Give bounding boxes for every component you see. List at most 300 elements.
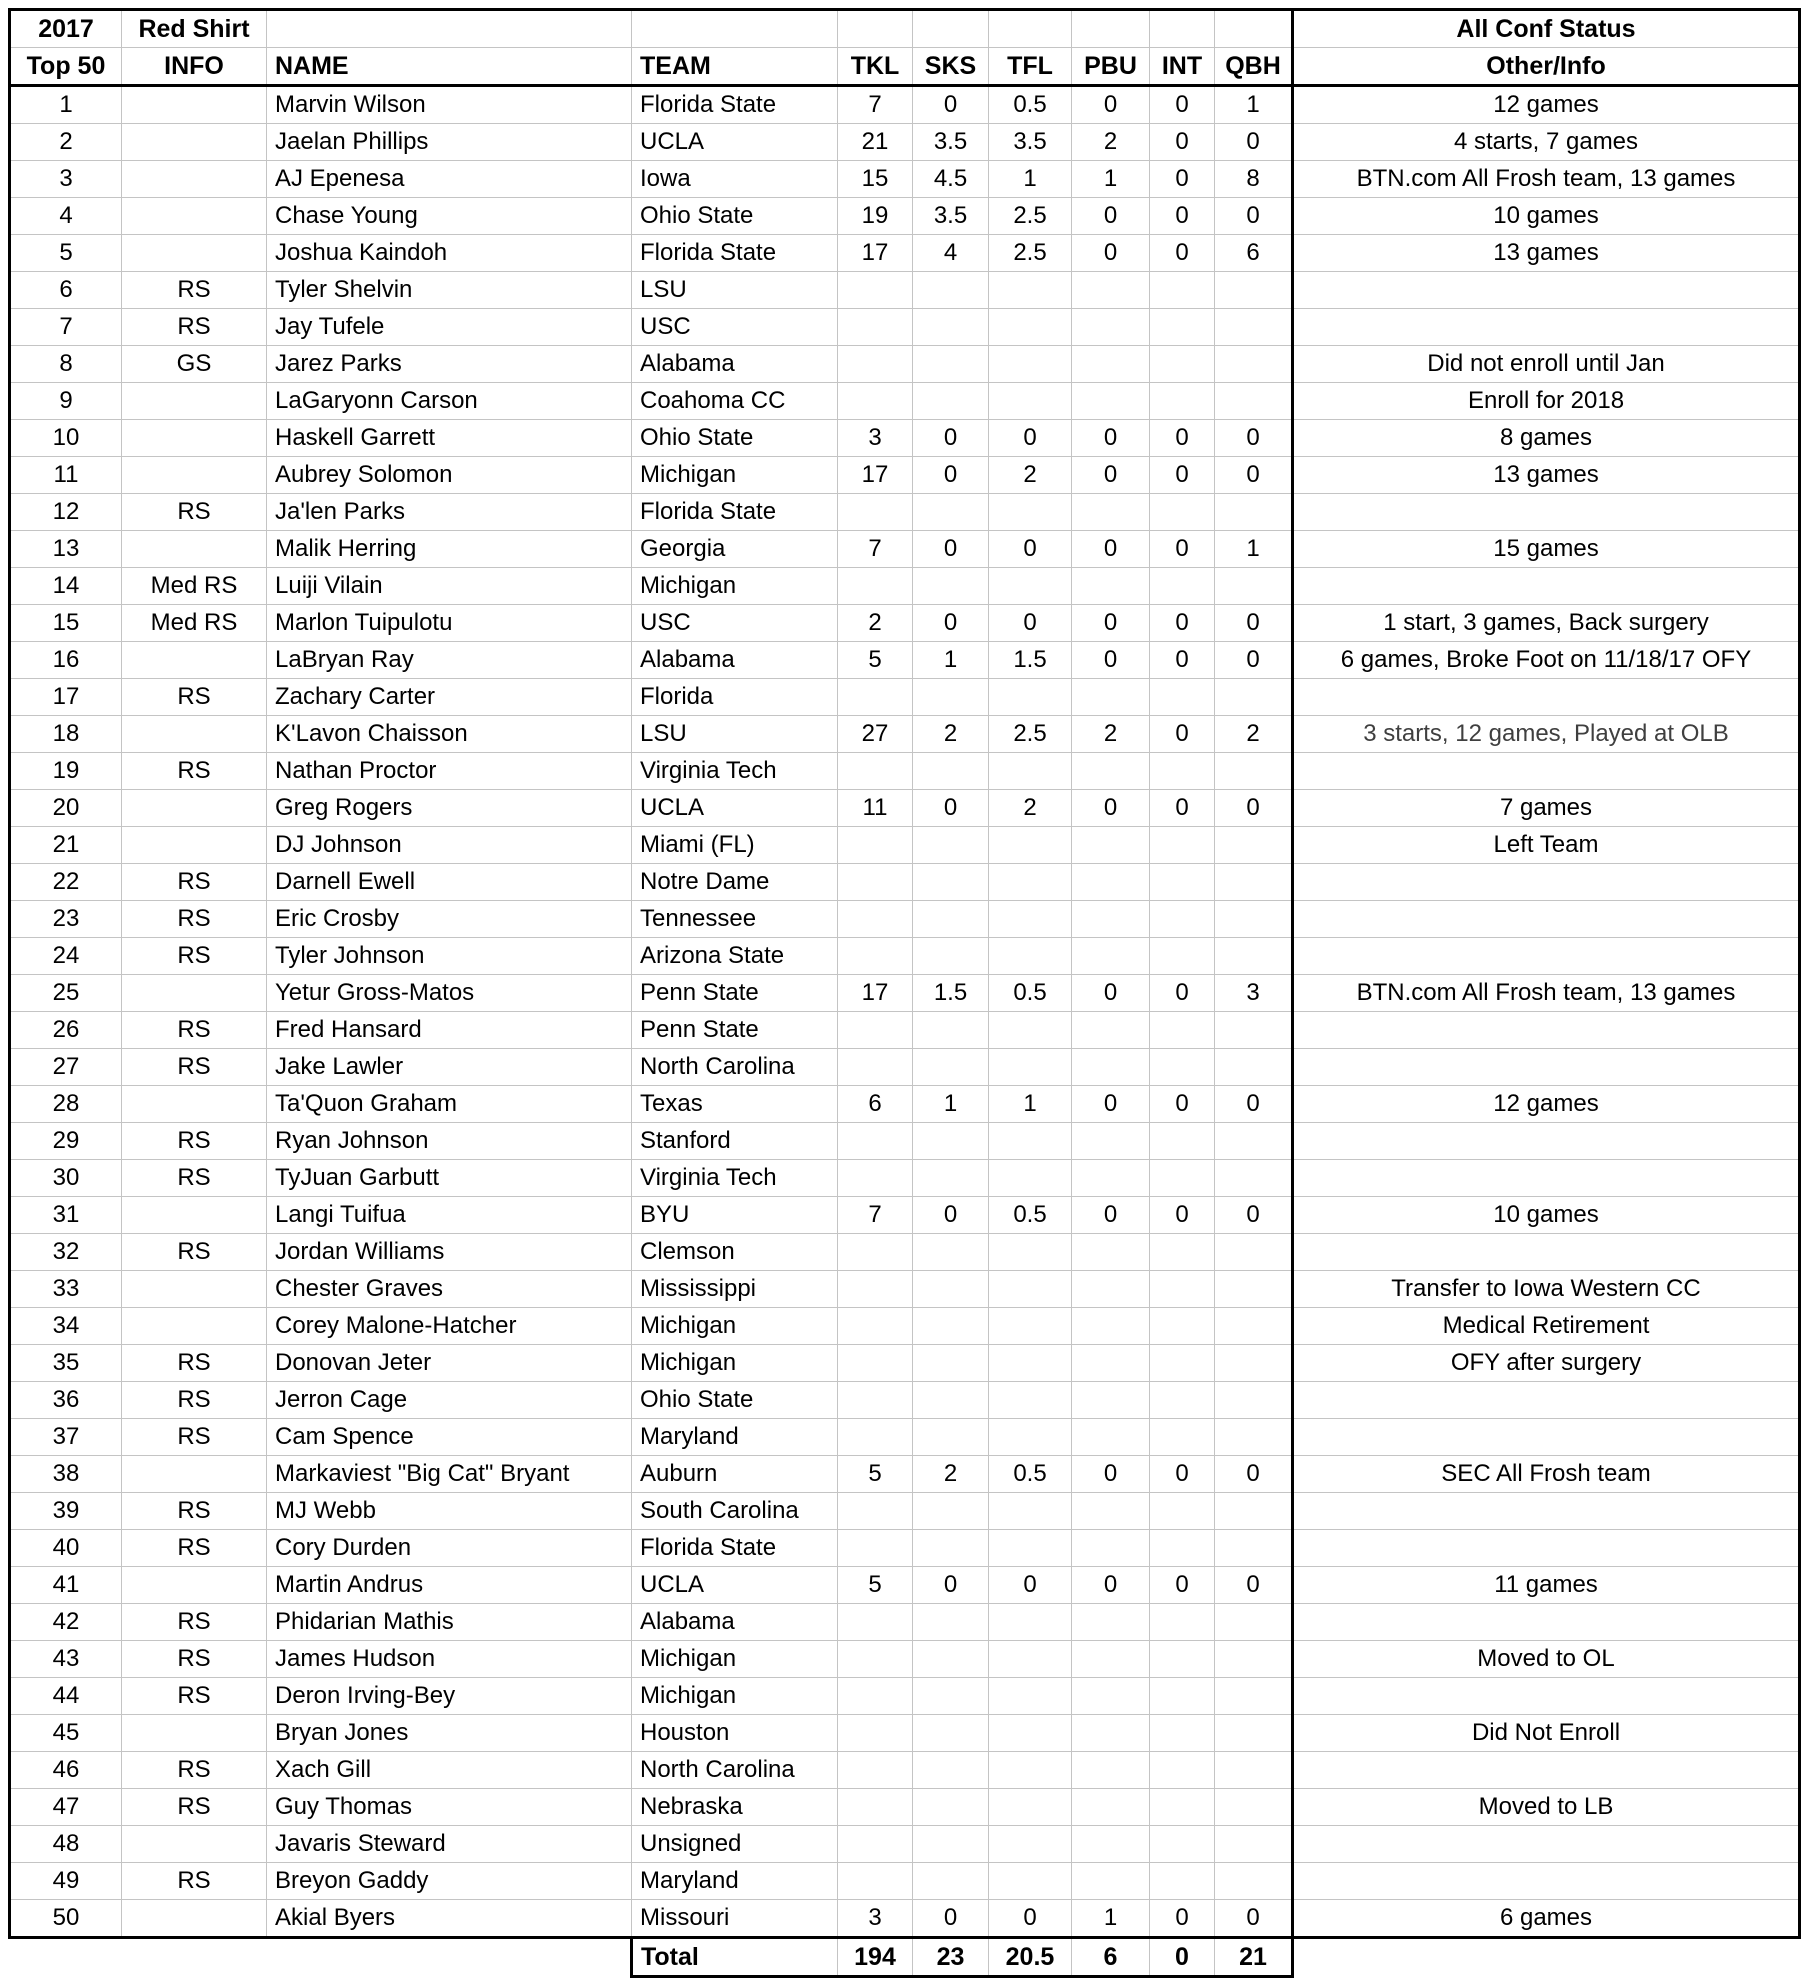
stat-cell-pbu [1072, 1863, 1150, 1900]
info-cell: 8 games [1293, 420, 1800, 457]
stat-cell-tfl: 0 [989, 420, 1072, 457]
name-cell: Tyler Shelvin [267, 272, 632, 309]
stat-cell-tfl [989, 1123, 1072, 1160]
stat-cell-pbu [1072, 1493, 1150, 1530]
stat-cell-qbh [1215, 753, 1293, 790]
table-row [10, 1456, 1800, 1493]
table-row [10, 1530, 1800, 1567]
redshirt-cell: RS [122, 1863, 267, 1900]
total-qbh-cell: 21 [1215, 1938, 1293, 1977]
rank-cell: 14 [10, 568, 122, 605]
name-cell: Eric Crosby [267, 901, 632, 938]
table-row [10, 1271, 1800, 1308]
stat-cell-int: 0 [1150, 457, 1215, 494]
header-year-cell: 2017 [10, 10, 122, 48]
rank-cell: 34 [10, 1308, 122, 1345]
team-cell: USC [632, 309, 838, 346]
stat-cell-int [1150, 1345, 1215, 1382]
table-row [10, 1049, 1800, 1086]
team-cell: Alabama [632, 346, 838, 383]
info-cell [1293, 309, 1800, 346]
header-blank-stat-cell [838, 10, 913, 48]
stat-cell-pbu [1072, 568, 1150, 605]
stat-cell-int [1150, 1493, 1215, 1530]
info-cell: Did not enroll until Jan [1293, 346, 1800, 383]
team-cell: Virginia Tech [632, 753, 838, 790]
info-cell: Moved to OL [1293, 1641, 1800, 1678]
redshirt-cell [122, 420, 267, 457]
name-cell: Martin Andrus [267, 1567, 632, 1604]
rank-cell: 9 [10, 383, 122, 420]
redshirt-cell: RS [122, 309, 267, 346]
name-cell: LaGaryonn Carson [267, 383, 632, 420]
stat-cell-pbu: 1 [1072, 1900, 1150, 1938]
table-row [10, 309, 1800, 346]
stat-cell-tfl [989, 1345, 1072, 1382]
header-blank-stat-cell [913, 10, 989, 48]
info-cell: 4 starts, 7 games [1293, 124, 1800, 161]
team-cell: LSU [632, 716, 838, 753]
stat-cell-sks [913, 1678, 989, 1715]
rank-cell: 33 [10, 1271, 122, 1308]
rank-cell: 39 [10, 1493, 122, 1530]
stat-cell-pbu: 0 [1072, 235, 1150, 272]
table-row [10, 1419, 1800, 1456]
stat-cell-int: 0 [1150, 790, 1215, 827]
info-cell [1293, 1160, 1800, 1197]
table-row [10, 457, 1800, 494]
name-cell: Jordan Williams [267, 1234, 632, 1271]
stat-cell-tkl [838, 1826, 913, 1863]
rank-cell: 16 [10, 642, 122, 679]
stat-cell-pbu [1072, 1308, 1150, 1345]
stat-cell-tkl [838, 1308, 913, 1345]
rank-cell: 46 [10, 1752, 122, 1789]
stat-cell-tkl [838, 1715, 913, 1752]
stat-cell-tfl: 1 [989, 161, 1072, 198]
stat-cell-tfl: 3.5 [989, 124, 1072, 161]
table-row [10, 124, 1800, 161]
team-cell: Ohio State [632, 1382, 838, 1419]
team-cell: Georgia [632, 531, 838, 568]
table-row [10, 235, 1800, 272]
stat-cell-pbu [1072, 1678, 1150, 1715]
redshirt-cell: Med RS [122, 605, 267, 642]
info-cell [1293, 753, 1800, 790]
stat-cell-qbh [1215, 1012, 1293, 1049]
stat-cell-qbh: 0 [1215, 420, 1293, 457]
stat-cell-sks: 2 [913, 1456, 989, 1493]
stat-cell-tkl: 5 [838, 1456, 913, 1493]
team-cell: Maryland [632, 1419, 838, 1456]
stat-cell-sks: 0 [913, 605, 989, 642]
table-row [10, 1641, 1800, 1678]
stat-cell-tfl [989, 1419, 1072, 1456]
stat-cell-pbu [1072, 1530, 1150, 1567]
team-cell: Florida State [632, 235, 838, 272]
redshirt-cell [122, 642, 267, 679]
stat-cell-tfl: 0 [989, 531, 1072, 568]
redshirt-cell: RS [122, 1012, 267, 1049]
table-row [10, 1345, 1800, 1382]
header-stat-tkl-cell: TKL [838, 48, 913, 86]
rank-cell: 28 [10, 1086, 122, 1123]
team-cell: Unsigned [632, 1826, 838, 1863]
stat-cell-int [1150, 383, 1215, 420]
header-blank-stat-cell [1072, 10, 1150, 48]
stat-cell-pbu [1072, 494, 1150, 531]
stat-cell-qbh: 0 [1215, 605, 1293, 642]
team-cell: Stanford [632, 1123, 838, 1160]
info-cell [1293, 901, 1800, 938]
info-cell: 13 games [1293, 235, 1800, 272]
name-cell: Jay Tufele [267, 309, 632, 346]
redshirt-cell [122, 1086, 267, 1123]
stat-cell-int: 0 [1150, 124, 1215, 161]
stat-cell-tfl [989, 1715, 1072, 1752]
stat-cell-qbh [1215, 1345, 1293, 1382]
stat-cell-qbh [1215, 1234, 1293, 1271]
stat-cell-tfl: 1 [989, 1086, 1072, 1123]
name-cell: Chester Graves [267, 1271, 632, 1308]
stat-cell-int [1150, 1123, 1215, 1160]
stat-cell-qbh: 0 [1215, 1900, 1293, 1938]
info-cell [1293, 1530, 1800, 1567]
stat-cell-sks: 0 [913, 457, 989, 494]
team-cell: Iowa [632, 161, 838, 198]
table-row [10, 1900, 1800, 1938]
info-cell: OFY after surgery [1293, 1345, 1800, 1382]
team-cell: Alabama [632, 1604, 838, 1641]
team-cell: Florida State [632, 494, 838, 531]
table-body [10, 86, 1800, 1938]
header-top50-cell: Top 50 [10, 48, 122, 86]
redshirt-cell: RS [122, 1049, 267, 1086]
name-cell: Markaviest "Big Cat" Bryant [267, 1456, 632, 1493]
redshirt-cell: RS [122, 1604, 267, 1641]
rank-cell: 11 [10, 457, 122, 494]
table-row [10, 1789, 1800, 1826]
stat-cell-pbu: 0 [1072, 790, 1150, 827]
rank-cell: 32 [10, 1234, 122, 1271]
stat-cell-pbu [1072, 1382, 1150, 1419]
total-int-cell: 0 [1150, 1938, 1215, 1977]
stat-cell-qbh: 6 [1215, 235, 1293, 272]
table-row [10, 1012, 1800, 1049]
stat-cell-sks [913, 938, 989, 975]
stat-cell-tkl: 5 [838, 642, 913, 679]
team-cell: North Carolina [632, 1752, 838, 1789]
header-otherinfo-cell: Other/Info [1293, 48, 1800, 86]
team-cell: Michigan [632, 1678, 838, 1715]
stat-cell-tkl: 19 [838, 198, 913, 235]
info-cell: 7 games [1293, 790, 1800, 827]
table-row [10, 494, 1800, 531]
info-cell: Did Not Enroll [1293, 1715, 1800, 1752]
info-cell [1293, 1826, 1800, 1863]
stat-cell-int [1150, 1271, 1215, 1308]
stat-cell-sks [913, 272, 989, 309]
stat-cell-sks: 0 [913, 531, 989, 568]
stat-cell-int: 0 [1150, 975, 1215, 1012]
stat-cell-tfl: 1.5 [989, 642, 1072, 679]
stat-cell-int [1150, 679, 1215, 716]
redshirt-cell [122, 1271, 267, 1308]
info-cell: Moved to LB [1293, 1789, 1800, 1826]
header-team-cell: TEAM [632, 48, 838, 86]
stat-cell-qbh: 0 [1215, 1086, 1293, 1123]
redshirt-cell [122, 1826, 267, 1863]
team-cell: Michigan [632, 1308, 838, 1345]
stat-cell-sks: 4.5 [913, 161, 989, 198]
table-row [10, 568, 1800, 605]
stat-cell-pbu [1072, 1160, 1150, 1197]
redshirt-cell [122, 1567, 267, 1604]
stat-cell-qbh: 0 [1215, 1456, 1293, 1493]
table-row [10, 1567, 1800, 1604]
name-cell: Darnell Ewell [267, 864, 632, 901]
name-cell: Akial Byers [267, 1900, 632, 1938]
stat-cell-tfl: 2 [989, 457, 1072, 494]
redshirt-cell [122, 383, 267, 420]
redshirt-cell [122, 198, 267, 235]
stat-cell-tfl: 2.5 [989, 235, 1072, 272]
stat-cell-sks [913, 494, 989, 531]
stat-cell-tfl [989, 1641, 1072, 1678]
stat-cell-int: 0 [1150, 86, 1215, 124]
info-cell: 10 games [1293, 198, 1800, 235]
info-cell [1293, 494, 1800, 531]
table-row [10, 1234, 1800, 1271]
total-blank-cell [267, 1938, 632, 1977]
total-row [10, 1938, 1800, 1977]
redshirt-cell: Med RS [122, 568, 267, 605]
stat-cell-pbu [1072, 1012, 1150, 1049]
stat-cell-int [1150, 827, 1215, 864]
stat-cell-qbh: 0 [1215, 198, 1293, 235]
stat-cell-pbu [1072, 1271, 1150, 1308]
name-cell: Deron Irving-Bey [267, 1678, 632, 1715]
stat-cell-tfl [989, 1604, 1072, 1641]
stat-cell-qbh [1215, 383, 1293, 420]
stat-cell-int: 0 [1150, 420, 1215, 457]
header-name-cell: NAME [267, 48, 632, 86]
stat-cell-tfl [989, 864, 1072, 901]
stat-cell-qbh [1215, 1604, 1293, 1641]
table-row [10, 383, 1800, 420]
stat-cell-pbu [1072, 1234, 1150, 1271]
rank-cell: 41 [10, 1567, 122, 1604]
stat-cell-int [1150, 1678, 1215, 1715]
info-cell: 3 starts, 12 games, Played at OLB [1293, 716, 1800, 753]
team-cell: Mississippi [632, 1271, 838, 1308]
rank-cell: 37 [10, 1419, 122, 1456]
team-cell: Notre Dame [632, 864, 838, 901]
stat-cell-tkl [838, 827, 913, 864]
total-blank-cell [122, 1938, 267, 1977]
stat-cell-sks: 0 [913, 1900, 989, 1938]
stat-cell-int: 0 [1150, 716, 1215, 753]
stat-cell-pbu: 0 [1072, 1086, 1150, 1123]
name-cell: Ta'Quon Graham [267, 1086, 632, 1123]
rank-cell: 27 [10, 1049, 122, 1086]
rank-cell: 5 [10, 235, 122, 272]
stat-cell-sks [913, 1863, 989, 1900]
stat-cell-tfl [989, 346, 1072, 383]
stat-cell-pbu [1072, 938, 1150, 975]
stat-cell-qbh [1215, 1308, 1293, 1345]
redshirt-cell: RS [122, 1160, 267, 1197]
stat-cell-tfl [989, 383, 1072, 420]
stat-cell-int [1150, 1641, 1215, 1678]
header-info-cell: INFO [122, 48, 267, 86]
stat-cell-tkl: 3 [838, 420, 913, 457]
rank-cell: 45 [10, 1715, 122, 1752]
stat-cell-qbh [1215, 827, 1293, 864]
stat-cell-qbh [1215, 494, 1293, 531]
info-cell [1293, 1863, 1800, 1900]
stat-cell-sks: 4 [913, 235, 989, 272]
stat-cell-qbh [1215, 1678, 1293, 1715]
stat-cell-tkl: 17 [838, 457, 913, 494]
name-cell: Guy Thomas [267, 1789, 632, 1826]
stat-cell-qbh [1215, 901, 1293, 938]
info-cell [1293, 568, 1800, 605]
stat-cell-pbu [1072, 1789, 1150, 1826]
spreadsheet-page [0, 8, 1810, 1971]
stat-cell-tkl: 7 [838, 1197, 913, 1234]
name-cell: Phidarian Mathis [267, 1604, 632, 1641]
name-cell: Xach Gill [267, 1752, 632, 1789]
team-cell: Houston [632, 1715, 838, 1752]
stat-cell-qbh [1215, 309, 1293, 346]
stat-cell-pbu: 0 [1072, 975, 1150, 1012]
name-cell: Javaris Steward [267, 1826, 632, 1863]
stat-cell-tfl [989, 1308, 1072, 1345]
table-row [10, 679, 1800, 716]
stat-cell-sks [913, 1123, 989, 1160]
name-cell: Cam Spence [267, 1419, 632, 1456]
stat-cell-sks [913, 1049, 989, 1086]
table-row [10, 86, 1800, 124]
stat-cell-tkl: 15 [838, 161, 913, 198]
table-row [10, 938, 1800, 975]
redshirt-cell [122, 161, 267, 198]
stat-cell-tkl [838, 1789, 913, 1826]
info-cell: BTN.com All Frosh team, 13 games [1293, 975, 1800, 1012]
stat-cell-sks [913, 1752, 989, 1789]
stat-cell-tkl: 5 [838, 1567, 913, 1604]
info-cell [1293, 1678, 1800, 1715]
stat-cell-int [1150, 494, 1215, 531]
stat-cell-tfl [989, 1012, 1072, 1049]
stat-cell-pbu: 0 [1072, 198, 1150, 235]
header-row-2 [10, 48, 1800, 86]
stat-cell-tkl [838, 494, 913, 531]
name-cell: Nathan Proctor [267, 753, 632, 790]
stat-cell-tkl [838, 1863, 913, 1900]
stat-cell-tkl [838, 1271, 913, 1308]
team-cell: Texas [632, 1086, 838, 1123]
team-cell: Florida [632, 679, 838, 716]
stat-cell-pbu: 2 [1072, 124, 1150, 161]
stat-cell-sks: 3.5 [913, 198, 989, 235]
stat-cell-int [1150, 1863, 1215, 1900]
stat-cell-qbh [1215, 568, 1293, 605]
stat-cell-pbu [1072, 1752, 1150, 1789]
stat-cell-tkl [838, 1345, 913, 1382]
stat-cell-int [1150, 346, 1215, 383]
table-row [10, 346, 1800, 383]
redshirt-cell [122, 975, 267, 1012]
name-cell: Jake Lawler [267, 1049, 632, 1086]
stat-cell-sks [913, 1789, 989, 1826]
stat-cell-pbu [1072, 272, 1150, 309]
stat-cell-sks [913, 1234, 989, 1271]
stat-cell-tkl: 11 [838, 790, 913, 827]
name-cell: MJ Webb [267, 1493, 632, 1530]
header-row-1 [10, 10, 1800, 48]
team-cell: Michigan [632, 457, 838, 494]
stat-cell-tkl [838, 383, 913, 420]
stat-cell-sks [913, 1271, 989, 1308]
name-cell: Tyler Johnson [267, 938, 632, 975]
name-cell: Ja'len Parks [267, 494, 632, 531]
stat-cell-sks: 0 [913, 420, 989, 457]
rank-cell: 15 [10, 605, 122, 642]
team-cell: BYU [632, 1197, 838, 1234]
rank-cell: 40 [10, 1530, 122, 1567]
rank-cell: 36 [10, 1382, 122, 1419]
stat-cell-tkl [838, 1493, 913, 1530]
redshirt-cell: RS [122, 1345, 267, 1382]
stat-cell-int [1150, 753, 1215, 790]
rank-cell: 18 [10, 716, 122, 753]
top50-table [8, 8, 1801, 1978]
rank-cell: 43 [10, 1641, 122, 1678]
stat-cell-int [1150, 1419, 1215, 1456]
stat-cell-int [1150, 1752, 1215, 1789]
stat-cell-sks [913, 1419, 989, 1456]
stat-cell-tfl: 0.5 [989, 1456, 1072, 1493]
stat-cell-tfl: 2.5 [989, 198, 1072, 235]
info-cell [1293, 864, 1800, 901]
redshirt-cell: RS [122, 1752, 267, 1789]
info-cell: BTN.com All Frosh team, 13 games [1293, 161, 1800, 198]
stat-cell-int [1150, 1012, 1215, 1049]
redshirt-cell [122, 235, 267, 272]
stat-cell-sks [913, 1345, 989, 1382]
table-row [10, 1604, 1800, 1641]
stat-cell-tkl [838, 272, 913, 309]
stat-cell-int [1150, 272, 1215, 309]
stat-cell-tkl [838, 1012, 913, 1049]
name-cell: Marlon Tuipulotu [267, 605, 632, 642]
stat-cell-int [1150, 1715, 1215, 1752]
stat-cell-tfl [989, 827, 1072, 864]
stat-cell-tkl [838, 1234, 913, 1271]
stat-cell-qbh [1215, 1789, 1293, 1826]
stat-cell-int [1150, 568, 1215, 605]
team-cell: Ohio State [632, 420, 838, 457]
stat-cell-qbh: 1 [1215, 86, 1293, 124]
team-cell: Maryland [632, 1863, 838, 1900]
stat-cell-tkl [838, 1752, 913, 1789]
stat-cell-qbh: 1 [1215, 531, 1293, 568]
stat-cell-sks: 3.5 [913, 124, 989, 161]
stat-cell-tfl: 0 [989, 605, 1072, 642]
stat-cell-tfl [989, 679, 1072, 716]
